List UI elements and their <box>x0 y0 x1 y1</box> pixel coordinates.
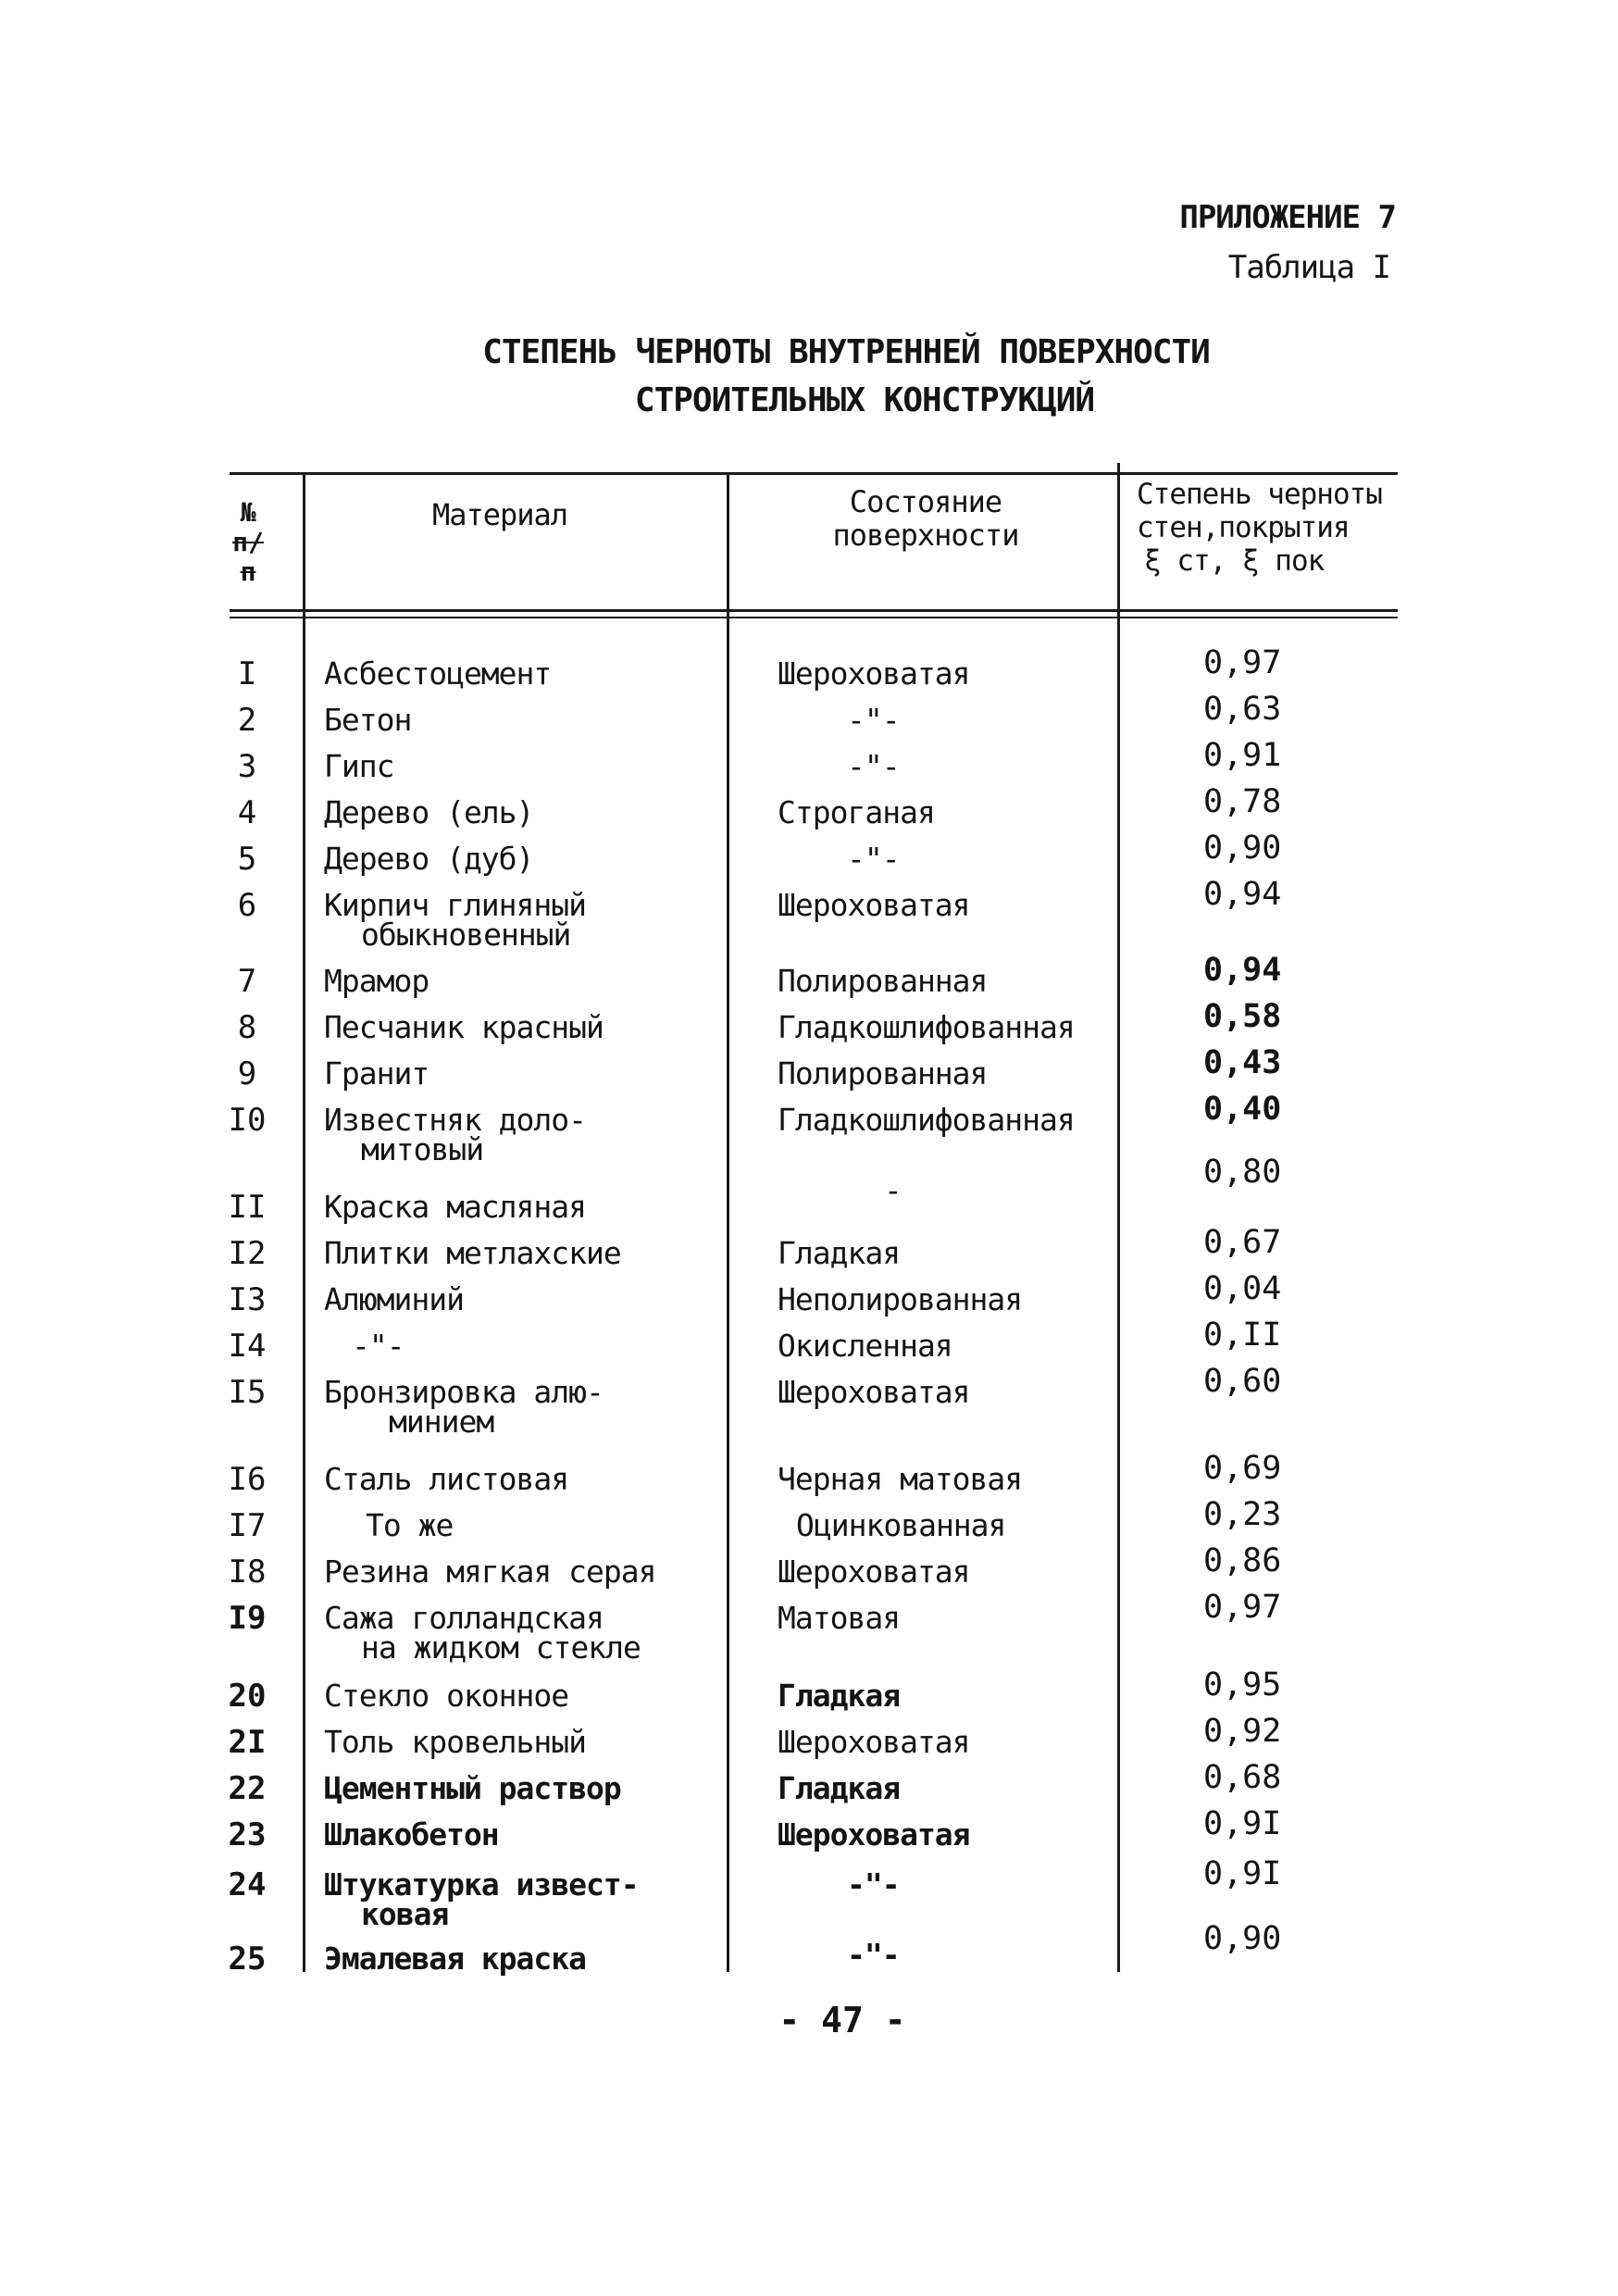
row-number: 5 <box>237 841 257 878</box>
row-material-line-2: митовый <box>361 1131 484 1167</box>
row-surface: Матовая <box>778 1600 901 1636</box>
row-surface: Полированная <box>778 1055 988 1092</box>
row-material-line-2: на жидком стекле <box>361 1629 641 1666</box>
header-value-line-1: Степень черноты <box>1137 478 1382 511</box>
title-line-2: СТРОИТЕЛЬНЫХ КОНСТРУКЦИЙ <box>634 381 1095 419</box>
row-material: Стекло оконное <box>324 1678 569 1714</box>
row-surface: Черная матовая <box>778 1461 1023 1497</box>
row-value: 0,97 <box>1203 644 1282 681</box>
row-surface: Окисленная <box>778 1328 952 1364</box>
row-material: Асбестоцемент <box>324 655 552 692</box>
row-surface: Гладкошлифованная <box>778 1102 1075 1138</box>
row-surface: Гладкошлифованная <box>778 1009 1075 1045</box>
row-number: 9 <box>237 1055 257 1092</box>
row-material: Гранит <box>324 1055 429 1092</box>
row-surface: Гладкая <box>778 1678 901 1714</box>
row-value: 0,90 <box>1203 1920 1282 1957</box>
row-material: Алюминий <box>324 1281 464 1317</box>
row-material-line-2: обыкновенный <box>361 917 571 953</box>
row-material <box>324 887 731 953</box>
header-emissivity <box>1137 478 1405 578</box>
col-divider-1 <box>303 472 305 1972</box>
row-surface: Шероховатая <box>778 887 970 923</box>
table-top-rule <box>230 472 1398 475</box>
row-value: 0,97 <box>1203 1589 1282 1626</box>
row-surface: -"- <box>847 841 900 877</box>
row-surface: Оцинкованная <box>796 1507 1006 1543</box>
row-number: 24 <box>228 1866 267 1903</box>
row-number: I4 <box>228 1328 267 1365</box>
row-value: 0,40 <box>1203 1091 1282 1128</box>
row-number: 7 <box>237 963 257 1000</box>
page-number: - 47 - <box>778 2000 906 2040</box>
row-value: 0,95 <box>1203 1666 1282 1703</box>
row-number: I5 <box>228 1374 267 1411</box>
row-material: -"- <box>352 1328 404 1364</box>
row-surface: Шероховатая <box>778 1374 970 1410</box>
row-number: 4 <box>237 794 257 831</box>
header-surface-line-1: Состояние <box>849 484 1002 519</box>
row-material: Резина мягкая серая <box>324 1554 656 1590</box>
row-material-line-1: Известняк доло- <box>324 1102 587 1138</box>
row-number: 3 <box>237 748 257 785</box>
header-material: Материал <box>431 497 568 532</box>
row-number: 2I <box>228 1724 267 1761</box>
row-number: I2 <box>228 1235 267 1272</box>
row-material-line-2: минием <box>389 1404 494 1440</box>
row-value: 0,86 <box>1203 1542 1282 1579</box>
row-surface: Шероховатая <box>778 1724 970 1760</box>
row-material: Песчаник красный <box>324 1009 604 1045</box>
header-value-line-2: стен,покрытия <box>1137 511 1350 544</box>
row-material-line-1: Сажа голландская <box>324 1600 604 1636</box>
row-value: 0,04 <box>1203 1270 1282 1307</box>
row-surface: Неполированная <box>778 1281 1023 1317</box>
row-number: 25 <box>228 1940 267 1978</box>
title-line-1: СТЕПЕНЬ ЧЕРНОТЫ ВНУТРЕННЕЙ ПОВЕРХНОСТИ <box>482 333 1210 371</box>
row-material: Сталь листовая <box>324 1461 569 1497</box>
row-material: Гипс <box>324 748 394 784</box>
appendix-header <box>1179 193 1396 293</box>
row-material: То же <box>366 1507 454 1543</box>
row-number: 6 <box>237 887 257 924</box>
row-number: 8 <box>237 1009 257 1046</box>
row-number: 22 <box>228 1770 267 1807</box>
appendix-label: ПРИЛОЖЕНИЕ 7 <box>1179 199 1396 236</box>
row-material: Толь кровельный <box>324 1724 587 1760</box>
document-title <box>0 329 1618 425</box>
row-number: 23 <box>228 1816 267 1853</box>
row-material-line-2: ковая <box>361 1896 449 1932</box>
header-bottom-rule <box>230 609 1398 612</box>
row-material: Плитки метлахские <box>324 1235 621 1271</box>
row-number: I <box>237 655 257 693</box>
row-value: 0,9I <box>1203 1855 1282 1892</box>
row-value: 0,78 <box>1203 783 1282 820</box>
row-material: Краска масляная <box>324 1189 587 1225</box>
row-surface: Шероховатая <box>778 1554 970 1590</box>
row-value: 0,90 <box>1203 830 1282 867</box>
row-surface: Гладкая <box>778 1770 901 1806</box>
row-surface: Шероховатая <box>778 1816 970 1853</box>
row-surface: -"- <box>847 748 900 784</box>
row-surface: - <box>884 1172 902 1208</box>
row-surface: Шероховатая <box>778 655 970 692</box>
row-number: I6 <box>228 1461 267 1498</box>
row-value: 0,68 <box>1203 1759 1282 1796</box>
row-material <box>324 1374 731 1440</box>
row-material: Шлакобетон <box>324 1816 499 1853</box>
table-label: Таблица I <box>1227 249 1390 286</box>
row-number: 20 <box>228 1678 267 1715</box>
row-material-line-1: Кирпич глиняный <box>324 887 587 923</box>
header-value-line-3: ξ ст, ξ пок <box>1144 544 1325 578</box>
row-number: I8 <box>228 1554 267 1591</box>
row-material: Эмалевая краска <box>324 1940 587 1977</box>
row-material: Дерево (ель) <box>324 794 534 830</box>
row-value: 0,63 <box>1203 691 1282 728</box>
row-number: II <box>228 1189 267 1226</box>
row-material-line-1: Штукатурка извест- <box>324 1866 639 1903</box>
row-number: 2 <box>237 702 257 739</box>
row-surface: Гладкая <box>778 1235 901 1271</box>
row-value: 0,9I <box>1203 1805 1282 1842</box>
header-surface <box>759 485 1092 552</box>
row-material: Мрамор <box>324 963 429 999</box>
row-number: I7 <box>228 1507 267 1544</box>
row-material-line-1: Бронзировка алю- <box>324 1374 604 1410</box>
header-surface-line-2: поверхности <box>832 518 1019 553</box>
row-number: I0 <box>228 1102 267 1139</box>
row-number: I3 <box>228 1281 267 1318</box>
row-value: 0,91 <box>1203 737 1282 774</box>
row-value: 0,92 <box>1203 1713 1282 1750</box>
row-number: I9 <box>228 1600 267 1637</box>
row-surface: -"- <box>847 702 900 738</box>
row-value: 0,23 <box>1203 1496 1282 1533</box>
row-value: 0,80 <box>1203 1154 1282 1191</box>
row-value: 0,69 <box>1203 1450 1282 1487</box>
row-material: Цементный раствор <box>324 1770 621 1806</box>
header-num: № п/п <box>232 497 264 587</box>
row-value: 0,43 <box>1203 1044 1282 1081</box>
row-material <box>324 1866 731 1932</box>
row-surface: Полированная <box>778 963 988 999</box>
row-surface: Строганая <box>778 794 935 830</box>
row-material <box>324 1102 731 1167</box>
row-material <box>324 1600 731 1666</box>
row-value: 0,94 <box>1203 876 1282 913</box>
body-top-rule <box>230 617 1398 618</box>
row-material: Дерево (дуб) <box>324 841 534 877</box>
row-value: 0,60 <box>1203 1363 1282 1400</box>
row-material: Бетон <box>324 702 412 738</box>
row-value: 0,58 <box>1203 998 1282 1035</box>
row-value: 0,67 <box>1203 1224 1282 1261</box>
row-surface: -"- <box>847 1866 900 1903</box>
row-value: 0,94 <box>1203 952 1282 989</box>
row-surface: -"- <box>847 1937 900 1973</box>
row-value: 0,II <box>1203 1316 1282 1354</box>
